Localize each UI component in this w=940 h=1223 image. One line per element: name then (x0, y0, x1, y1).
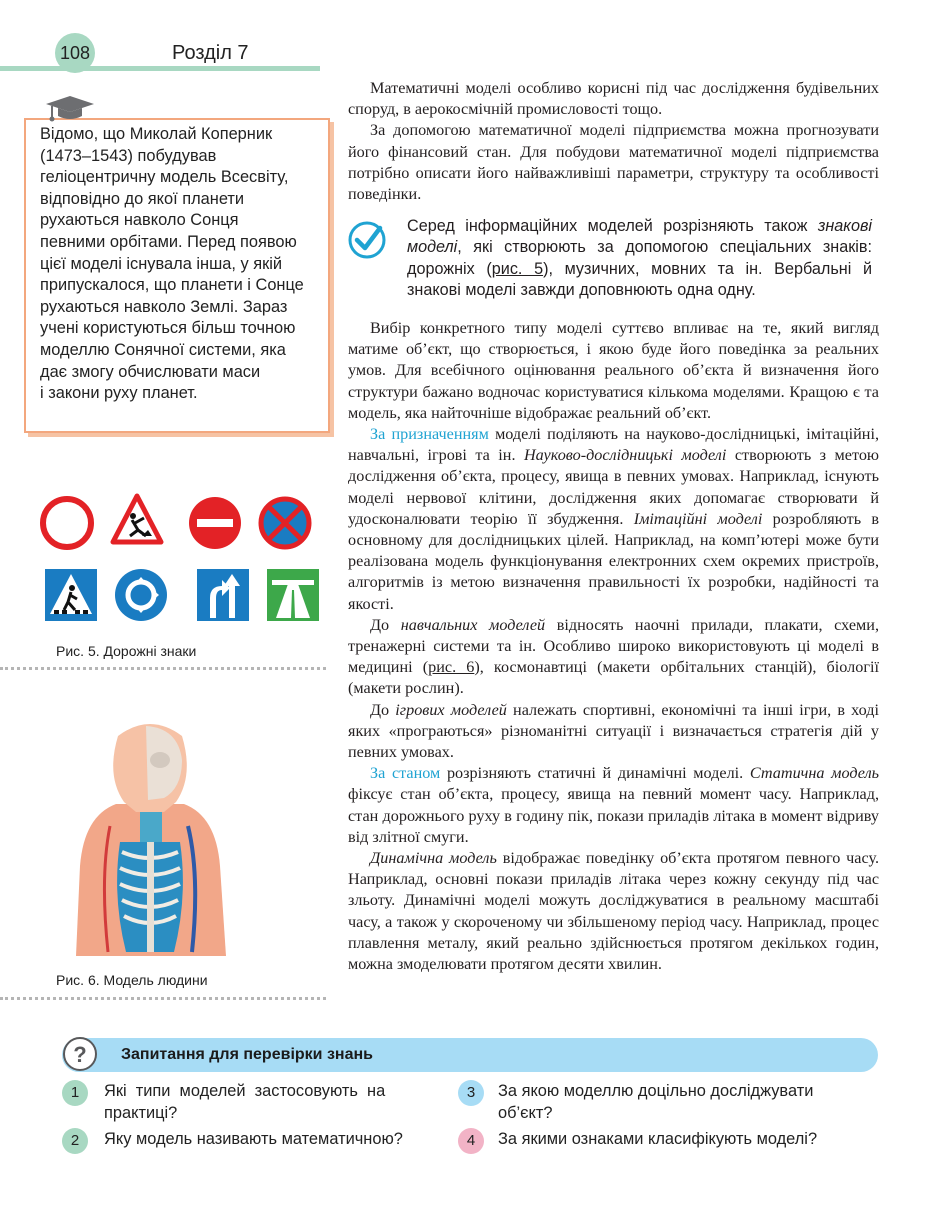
note-line: рухаються навколо Сонця (40, 211, 239, 230)
term: навчальних моделей (400, 615, 546, 634)
no-vehicles-sign-icon (40, 496, 94, 550)
question-line: об’єкт? (498, 1104, 553, 1122)
text: ), космонавтиці (макети орбітальних станцій), біології (макети рослин). (348, 658, 879, 698)
definition-box (407, 216, 872, 302)
paragraph (348, 424, 879, 615)
keyword: За призначенням (370, 425, 489, 444)
road-works-sign-icon (110, 492, 164, 546)
note-line: відповідно до якої планети (40, 189, 245, 208)
note-line: моделлю Сонячної системи, яка (40, 340, 286, 359)
note-line: Відомо, що Миколай Коперник (40, 125, 273, 143)
question-text: Яку модель називають математичною? (104, 1130, 403, 1148)
svg-text:?: ? (73, 1042, 87, 1067)
text: До (370, 615, 401, 634)
term: Статична модель (749, 764, 879, 783)
checkmark-icon (347, 220, 387, 260)
section-title: Розділ 7 (172, 42, 249, 64)
header-rule (0, 66, 320, 71)
definition-text: , які створюють за допомогою спеціальних знаків: дорожніх ( (407, 238, 872, 278)
question-icon (62, 1036, 98, 1072)
note-line: певними орбітами. Перед появою (40, 232, 297, 251)
figure-5-caption: Рис. 5. Дорожні знаки (56, 643, 197, 659)
question-number-badge: 1 (62, 1080, 88, 1106)
question-number-badge: 2 (62, 1128, 88, 1154)
note-line: рухаються навколо Землі. Зараз (40, 297, 288, 316)
text: належать спортивні, економічні та інші ігри, в ході яких «програються» різноманітні ситуації і визначається стратегія дій у певних умовах. (348, 700, 879, 762)
motorway-sign-icon (266, 568, 320, 622)
paragraph (348, 763, 879, 848)
no-entry-sign-icon (188, 496, 242, 550)
keyword: За станом (370, 764, 441, 783)
note-text (40, 124, 320, 405)
question-line: практиці? (104, 1104, 178, 1122)
figure-5-ref-link[interactable]: рис. 5 (491, 259, 544, 278)
paragraph: Вибір конкретного типу моделі суттєво впливає на те, який вигляд матиме об’єкт, що створюється, і якою буде його поведінка за реальних умов. Для всебічного оцінювання реального об’єкта й визначення його структури бажано водночас користуватися кількома моделями. Кращою є та модель, яка найточніше відображає реальний об’єкт. (348, 319, 879, 422)
text: розробляють в основному для дослідницьких цілей. Наприклад, на комп’ютері може бути реалізована модель функціонування електронних схем окремих пристроїв, алгоритмів із метою визначення правильності їх розробки, надійності та якості. (348, 509, 879, 613)
note-line: цієї моделі існувала інша, у якій (40, 254, 283, 273)
graduation-cap-icon (40, 92, 98, 124)
term: Імітаційні моделі (633, 509, 763, 528)
text: моделі поділяють на науково-дослідницькі, імітаційні, навчальні, ігрові та ін. (348, 425, 879, 465)
text: До (370, 700, 396, 719)
figure-6-caption: Рис. 6. Модель людини (56, 972, 208, 988)
note-line: припускалося, що планети і Сонце (40, 276, 304, 295)
figure-6-ref-link[interactable]: рис. 6 (428, 658, 475, 677)
text: розрізняють статичні й динамічні моделі. (440, 764, 750, 783)
question-line: Які типи моделей застосовують на (104, 1082, 386, 1100)
human-model-image (70, 716, 230, 956)
page-number: 108 (55, 33, 95, 73)
dotted-divider (0, 997, 326, 1000)
question-line: За якою моделлю доцільно досліджувати (498, 1082, 814, 1100)
note-line: (1473–1543) побудував (40, 146, 217, 165)
definition-text: Серед інформаційних моделей розрізняють також (407, 217, 818, 235)
question-number-badge: 4 (458, 1128, 484, 1154)
main-text-body (348, 318, 879, 975)
dotted-divider (0, 667, 326, 670)
question-text (498, 1080, 813, 1124)
note-line: і закони руху планет. (40, 384, 198, 403)
text: створюють з метою дослідження об’єкта, процесу, явища в певних умовах. Наприклад, існують моделі нервової клітини, дослідження яких допомагає створювати й удосконалювати теорію її збудження. (348, 446, 880, 528)
paragraph: За допомогою математичної моделі підприємства можна прогнозувати його фінансовий стан. Для побудови математичної моделі підприємства потрібно описати його найважливіші параметри, структуру та особливості поведінки. (348, 121, 879, 204)
roundabout-sign-icon (114, 568, 168, 622)
paragraph (348, 615, 879, 700)
note-line: учені користуються більш точною (40, 319, 296, 338)
definition-text: ), музичних, мовних та ін. Вербальні й знакові моделі завжди доповнюють одна одну. (407, 259, 872, 300)
note-line: дає змогу обчислювати маси (40, 362, 261, 381)
text: фіксує стан об’єкта, процесу, явища на певний момент часу. Наприклад, стан дорожнього руху в годину пік, покази приладів літака в момент відриву від злітної смуги. (348, 785, 879, 846)
pedestrian-crossing-sign-icon (44, 568, 98, 622)
paragraph (348, 700, 879, 764)
questions-title: Запитання для перевірки знань (121, 1046, 373, 1063)
text: відображає поведінку об’єкта протягом певного часу. Наприклад, основні покази приладів літака через кожну секунду під час зльоту. Динамічні моделі можуть досліджуватися в реальному масштабі часу, а також у скороченому чи збільшеному період часу. Наприклад, процес плавлення металу, який реально здійснюється протягом декількох годин, можна змоделювати протягом десяти хвилин. (348, 849, 879, 974)
paragraph (348, 848, 879, 975)
term: Динамічна модель (370, 849, 497, 868)
text: відносять наочні прилади, плакати, схеми, тренажерні системи та ін. Особливо широко використовують ці моделі в медицині ( (348, 615, 879, 677)
paragraph: Математичні моделі особливо корисні під час дослідження будівельних споруд, в аерокосмічній промисловості тощо. (348, 79, 879, 119)
question-text (104, 1080, 444, 1124)
question-number-badge: 3 (458, 1080, 484, 1106)
definition-term: знакові моделі (407, 217, 872, 257)
lane-direction-sign-icon (196, 568, 250, 622)
note-line: геліоцентричну модель Всесвіту, (40, 168, 289, 187)
term: ігрових моделей (395, 700, 507, 719)
main-text-top (348, 78, 879, 205)
no-stopping-sign-icon (258, 496, 312, 550)
question-text: За якими ознаками класифікують моделі? (498, 1130, 818, 1148)
term: Науково-дослідницькі моделі (523, 446, 727, 465)
